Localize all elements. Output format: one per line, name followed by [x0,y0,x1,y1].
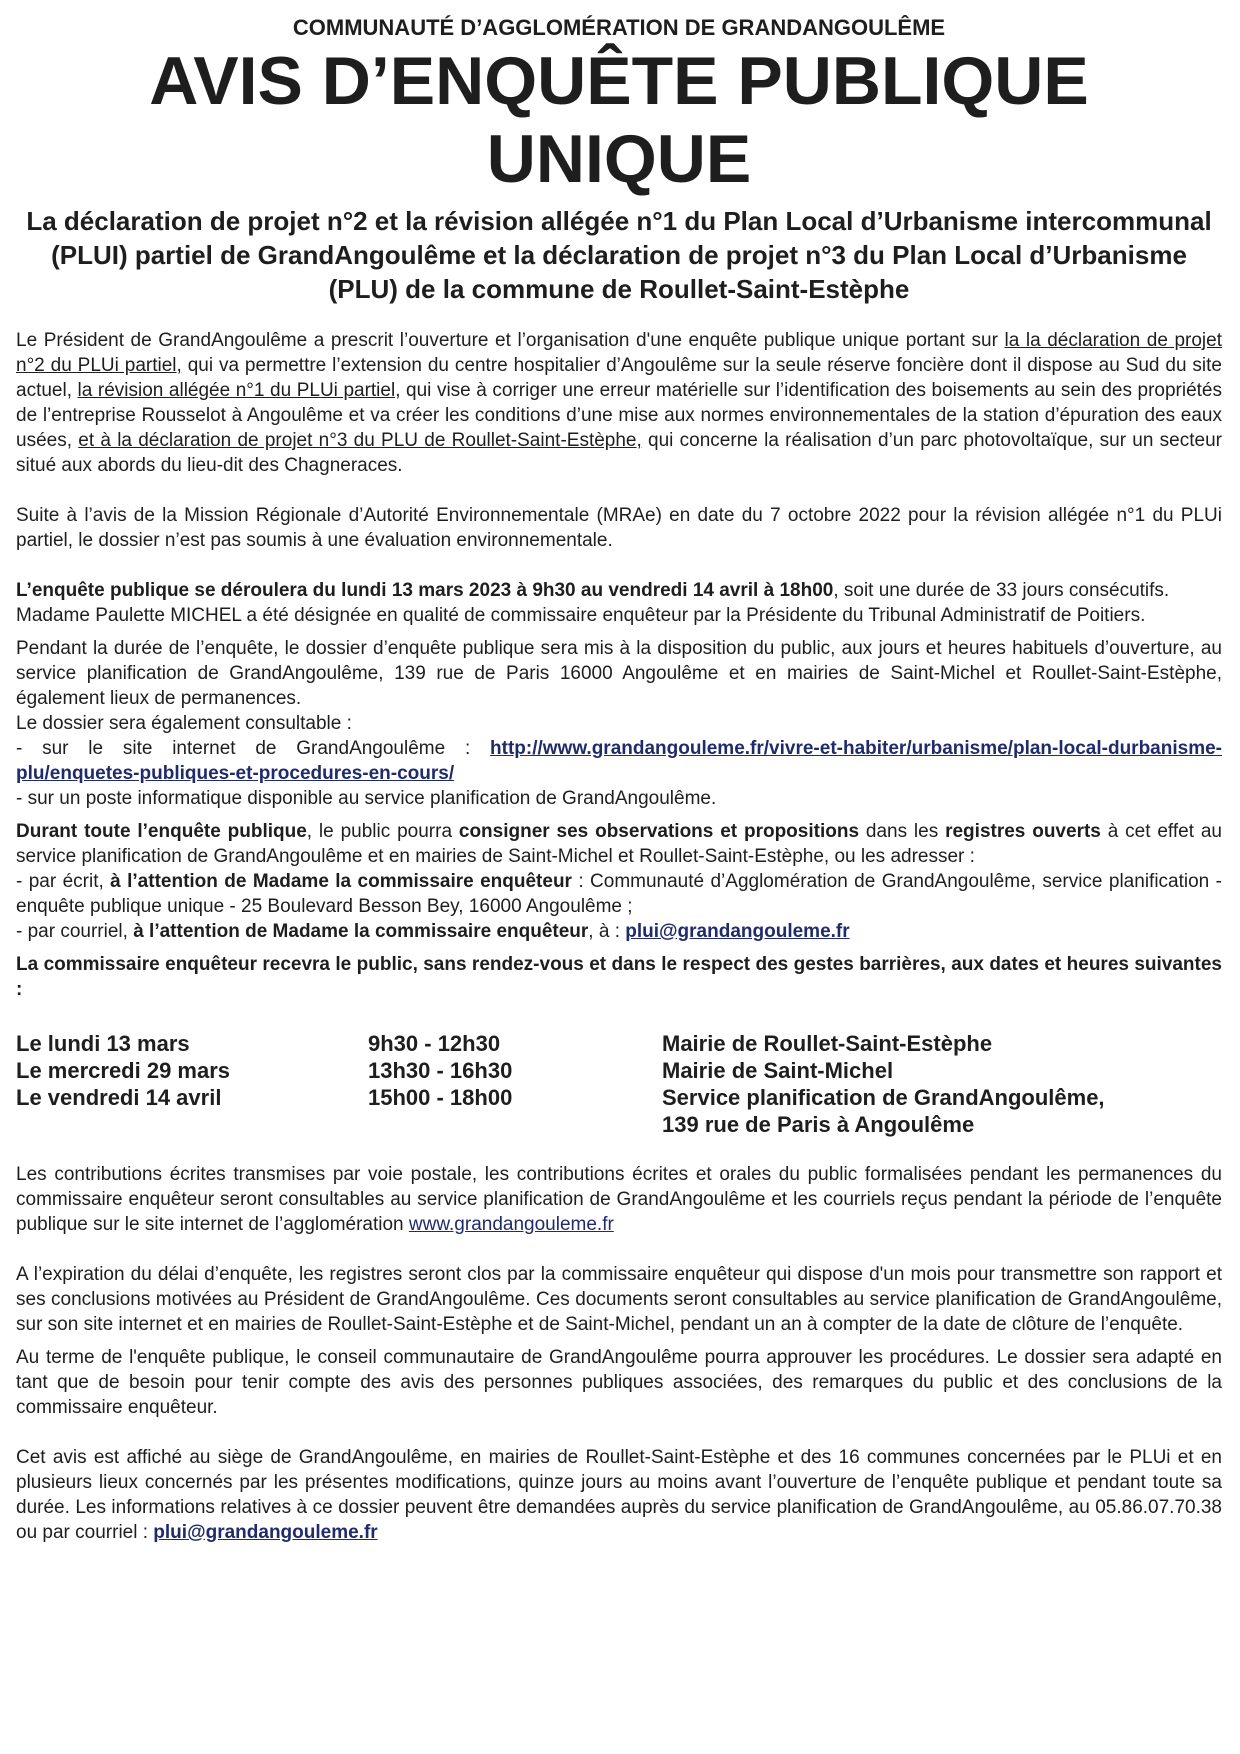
intro-text-1: Le Président de GrandAngoulême a prescrit l’ouverture et l’organisation d'une enquête publique unique portant sur [16,330,1005,351]
approval-paragraph: Au terme de l'enquête publique, le conseil communautaire de GrandAngoulême pourra approuver les procédures. Le dossier sera adapté en tant que de besoin pour tenir compte des avis des personnes publiques associées, des remarques du public et des conclusions de la commissaire enquêteur. [16,1347,1222,1418]
obs-bold-3: registres ouverts [945,821,1101,842]
schedule-place: Mairie de Roullet-Saint-Estèphe [662,1031,993,1056]
expiration-paragraph: A l’expiration du délai d’enquête, les registres seront clos par la commissaire enquêteur qui dispose d'un mois pour transmettre son rapport et ses conclusions motivées au Président de GrandAngoulême. Ces documents seront consultables au service planification de GrandAngoulême, sur son site internet et en mairies de Roullet-Saint-Estèphe et de Saint-Michel, pendant un an à compter de la date de clôture de l’enquête. [16,1264,1222,1335]
schedule-place: Mairie de Saint-Michel [662,1058,894,1083]
intro-underline-1: la la déclaration de projet n°2 du PLUi partiel, [16,330,1222,376]
schedule-place-line-2: 139 rue de Paris à Angoulême [662,1112,975,1137]
consultation-text: Pendant la durée de l’enquête, le dossier d’enquête publique sera mis à la disposition du public, aux jours et heures habituels d’ouverture, au service planification de GrandAngoulême, 139 rue de Paris 16000 Angoulême et en mairies de Saint-Michel et Roullet-Saint-Estèphe, également lieux de permanences. [16,638,1222,709]
posting-paragraph [16,1445,1222,1545]
consultation-line-4: - sur un poste informatique disponible au service planification de GrandAngoulême. [16,788,717,809]
dates-bold: L’enquête publique se déroulera du lundi 13 mars 2023 à 9h30 au vendredi 14 avril à 18h00 [16,580,834,601]
schedule-hours: 13h30 - 16h30 [368,1058,513,1083]
intro-paragraph [16,328,1222,478]
schedule-place-line-1: Service planification de GrandAngoulême, [662,1085,1105,1110]
posting-text: Cet avis est affiché au siège de GrandAngoulême, en mairies de Roullet-Saint-Estèphe et des 16 communes concernées par le PLUi et en plusieurs lieux concernés par les présentes modifications, quinze jours au moins avant l’ouverture de l’enquête publique et pendant toute sa durée. Les informations relatives à ce dossier peuvent être demandées auprès du service planification de GrandAngoulême, au 05.86.07.70.38 ou par courriel : [16,1447,1222,1543]
reception-paragraph: La commissaire enquêteur recevra le public, sans rendez-vous et dans le respect des gestes barrières, aux dates et heures suivantes : [16,954,1222,1000]
schedule-place [662,1084,1222,1138]
obs-line-1-bold: à l’attention de Madame la commissaire enquêteur [110,871,572,892]
obs-line-1-post: : Communauté d’Agglomération de GrandAngoulême, service planification - enquête publique unique - 25 Boulevard Besson Bey, 16000 Angoulême ; [16,871,1222,917]
schedule-table [16,1030,1222,1138]
schedule-date: Le lundi 13 mars [16,1031,190,1056]
obs-line-1-pre: - par écrit, [16,871,111,892]
obs-bold-1: Durant toute l’enquête publique [16,821,307,842]
organization-name: COMMUNAUTÉ D’AGGLOMÉRATION DE GRANDANGOULÊME [292,15,946,40]
schedule-row [16,1057,1222,1084]
obs-text-3: à cet effet au service planification de GrandAngoulême et en mairies de Saint-Michel et Roullet-Saint-Estèphe, ou les adresser : [16,821,1222,867]
schedule-date: Le vendredi 14 avril [16,1085,222,1110]
intro-text-2: qui va permettre l’extension du centre hospitalier d’Angoulême sur la seule réserve foncière dont il dispose au Sud du site actuel, [16,355,1222,401]
schedule-hours: 15h00 - 18h00 [368,1085,513,1110]
title-line-2: UNIQUE [486,121,752,197]
obs-line-2-bold: à l’attention de Madame la commissaire enquêteur [133,921,589,942]
obs-text-1: , le public pourra [306,821,459,842]
consultation-line-3: - sur le site internet de GrandAngoulême : [16,738,491,759]
schedule-date: Le mercredi 29 mars [16,1058,231,1083]
observations-paragraph [16,819,1222,944]
dates-paragraph [16,578,1222,603]
contributions-paragraph [16,1162,1222,1237]
intro-underline-3: et à la déclaration de projet n°3 du PLU de Roullet-Saint-Estèphe, [78,430,642,451]
schedule-row [16,1030,1222,1057]
obs-line-2-pre: - par courriel, [16,921,134,942]
title-line-1: AVIS D’ENQUÊTE PUBLIQUE [149,43,1089,119]
website-link[interactable]: http://www.grandangouleme.fr/vivre-et-habiter/urbanisme/plan-local-durbanisme-plu/enquetes-publiques-et-procedures-en-cours/ [16,738,1222,784]
consultation-line-2: Le dossier sera également consultable : [16,713,352,734]
commissioner-paragraph: Madame Paulette MICHEL a été désignée en qualité de commissaire enquêteur par la Présidente du Tribunal Administratif de Poitiers. [16,605,1146,626]
obs-bold-2: consigner ses observations et propositions [458,821,860,842]
agglomeration-site-link[interactable]: www.grandangouleme.fr [408,1214,614,1235]
email-link[interactable]: plui@grandangouleme.fr [625,921,850,942]
schedule-hours: 9h30 - 12h30 [368,1031,501,1056]
intro-underline-2: la révision allégée n°1 du PLUi partiel, [77,380,401,401]
intro-text-4: qui concerne la réalisation d’un parc photovoltaïque, sur un secteur situé aux abords du lieu-dit des Chagneraces. [16,430,1222,476]
intro-text-3: qui vise à corriger une erreur matérielle sur l’identification des boisements au sein des propriétés de l’entreprise Rousselot à Angoulême et va créer les conditions d’une mise aux normes environnementales de la station d’épuration des eaux usées, [16,380,1222,451]
dates-rest: , soit une durée de 33 jours consécutifs. [833,580,1170,601]
schedule-row [16,1084,1222,1138]
obs-text-2: dans les [859,821,946,842]
mrae-paragraph: Suite à l’avis de la Mission Régionale d’Autorité Environnementale (MRAe) en date du 7 octobre 2022 pour la révision allégée n°1 du PLUi partiel, le dossier n’est pas soumis à une évaluation environnementale. [16,505,1222,551]
notice-subtitle: La déclaration de projet n°2 et la révision allégée n°1 du Plan Local d’Urbanisme intercommunal (PLUI) partiel de GrandAngoulême et la déclaration de projet n°3 du Plan Local d’Urbanisme (PLU) de la commune de Roullet-Saint-Estèphe [26,206,1212,304]
contact-email-link[interactable]: plui@grandangouleme.fr [153,1522,378,1543]
consultation-paragraph [16,636,1222,811]
obs-line-2-mid: , à : [588,921,626,942]
contributions-text: Les contributions écrites transmises par voie postale, les contributions écrites et orales du public formalisées pendant les permanences du commissaire enquêteur seront consultables au service planification de GrandAngoulême et les courriels reçus pendant la période de l’enquête publique sur le site internet de l’agglomération [16,1164,1222,1235]
notice-title [16,42,1222,198]
